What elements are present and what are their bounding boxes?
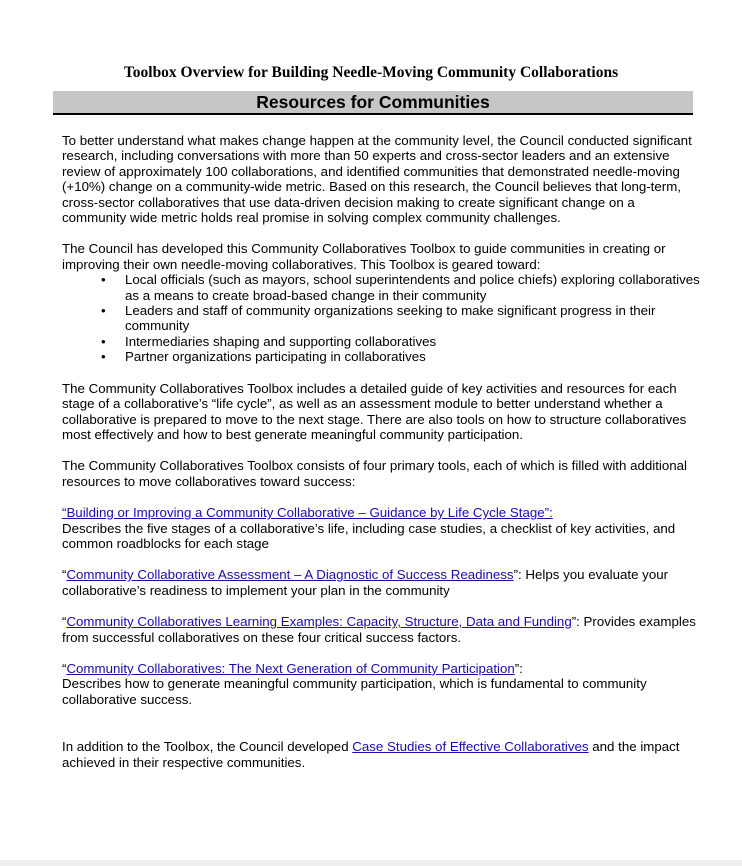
audience-list <box>62 272 702 364</box>
page-edge <box>0 860 742 866</box>
tool-4-link[interactable]: Community Collaboratives: The Next Generation of Community Participation <box>66 660 515 676</box>
case-studies-link[interactable]: Case Studies of Effective Collaboratives <box>352 739 589 755</box>
tool-2-link[interactable]: Community Collaborative Assessment – A Diagnostic of Success Readiness <box>66 567 514 583</box>
bullet-icon: • <box>101 303 106 319</box>
bullet-icon: • <box>101 333 106 349</box>
document-body <box>62 133 702 770</box>
list-item: • Leaders and staff of community organizations seeking to make significant progress in their community <box>101 303 656 334</box>
tool-3-link[interactable]: Community Collaboratives Learning Examples: Capacity, Structure, Data and Funding <box>66 614 572 630</box>
tool-3: “Community Collaboratives Learning Examples: Capacity, Structure, Data and Funding”: Provides examples from successful collaboratives on these four critical success factors. <box>62 614 696 645</box>
four-tools-paragraph: The Community Collaboratives Toolbox consists of four primary tools, each of which is filled with additional resources to move collaboratives toward success: <box>62 458 687 489</box>
tool-1-description: Describes the five stages of a collaborative’s life, including case studies, a checklist of key activities, and common roadblocks for each stage <box>62 520 676 551</box>
list-item: • Partner organizations participating in collaboratives <box>101 349 426 365</box>
closing-paragraph: In addition to the Toolbox, the Council developed Case Studies of Effective Collaboratives and the impact achieved in their respective communities. <box>62 739 680 770</box>
document-title: Toolbox Overview for Building Needle-Moving Community Collaborations <box>123 64 619 81</box>
bullet-icon: • <box>101 272 106 288</box>
tool-2: “Community Collaborative Assessment – A Diagnostic of Success Readiness”: Helps you evaluate your collaborative’s readiness to implement your plan in the community <box>62 567 669 598</box>
tool-1 <box>62 505 702 551</box>
tool-4-description: Describes how to generate meaningful community participation, which is fundamental to community collaborative success. <box>62 676 647 707</box>
list-item: • Intermediaries shaping and supporting collaboratives <box>101 333 437 349</box>
bullet-icon: • <box>101 349 106 365</box>
tool-1-link[interactable]: “Building or Improving a Community Collaborative – Guidance by Life Cycle Stage”: <box>62 505 553 521</box>
tool-2-description: ”: Helps you evaluate your collaborative’s readiness to implement your plan in the community <box>62 567 669 598</box>
section-banner: Resources for Communities <box>53 91 693 115</box>
tool-4: “Community Collaboratives: The Next Generation of Community Participation”: Describes how to generate meaningful community participation, which is fundamental to community collaborative success. <box>62 660 647 707</box>
intro-paragraph: To better understand what makes change happen at the community level, the Council conducted significant research, including conversations with more than 50 experts and cross-sector leaders and an extensive review of approximately 100 collaborations, and identified communities that demonstrated needle-moving (+10%) change on a community-wide metric. Based on this research, the Council believes that long-term, cross-sector collaboratives that use data-driven decision making to create significant change on a community wide metric holds real promise in solving complex community challenges. <box>62 133 692 226</box>
list-item: • Local officials (such as mayors, school superintendents and police chiefs) exploring collaboratives as a means to create broad-based change in their community <box>101 272 700 303</box>
tool-3-description: ”: Provides examples from successful collaboratives on these four critical success factors. <box>62 614 696 645</box>
toolbox-detail-paragraph: The Community Collaboratives Toolbox includes a detailed guide of key activities and resources for each stage of a collaborative’s “life cycle”, as well as an assessment module to better understand whether a collaborative is prepared to move to the next stage. There are also tools on how to structure collaboratives most effectively and how to best generate meaningful community participation. <box>62 380 687 442</box>
toolbox-intro-paragraph: The Council has developed this Community Collaboratives Toolbox to guide communities in creating or improving their own needle-moving collaboratives. This Toolbox is geared toward: <box>62 241 666 272</box>
